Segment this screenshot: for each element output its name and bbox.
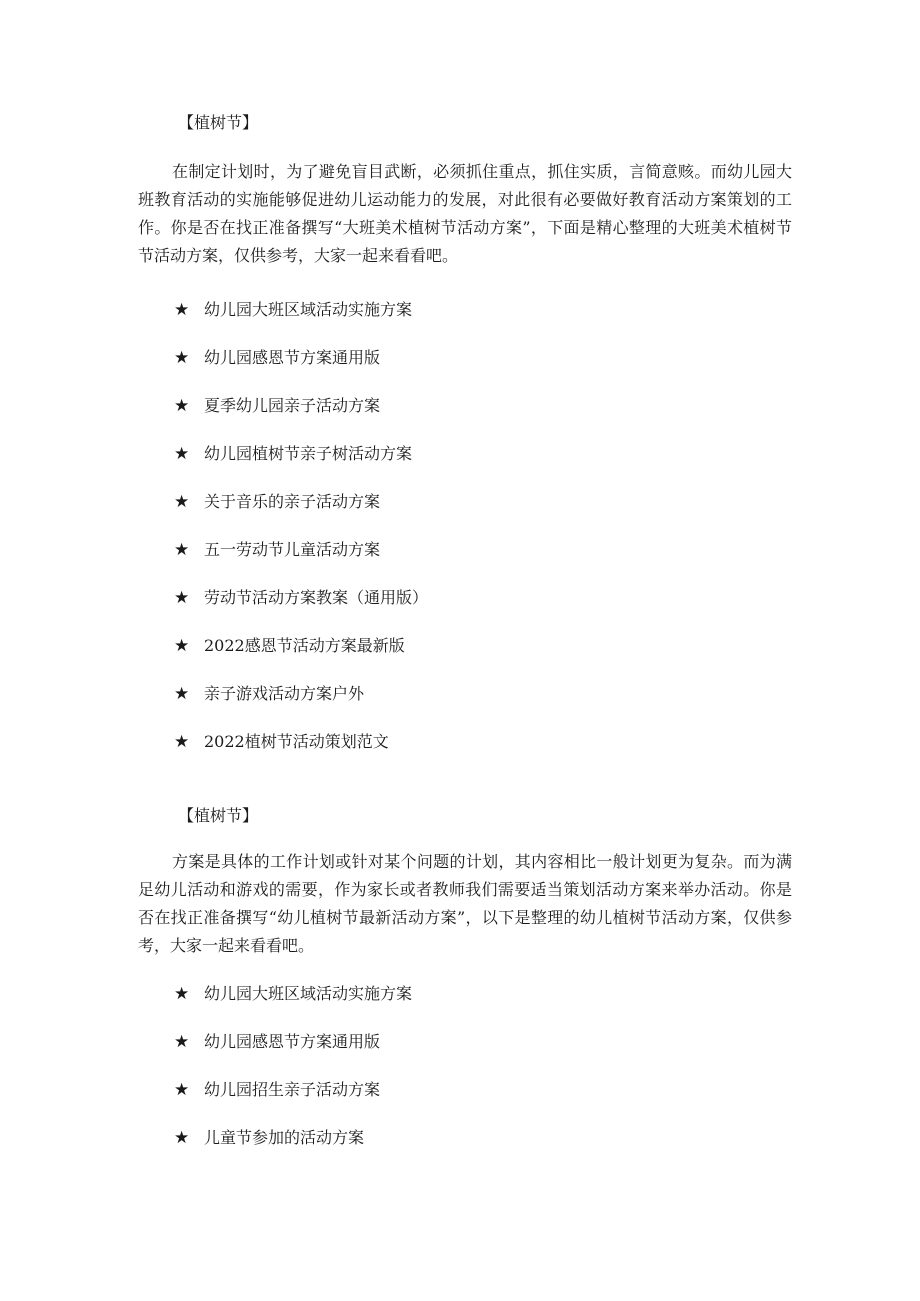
list-item-label: 儿童节参加的活动方案: [204, 1128, 365, 1147]
list-item-label: 幼儿园大班区域活动实施方案: [204, 300, 413, 319]
list-item[interactable]: [138, 586, 792, 610]
section-heading: 【植树节】: [178, 806, 259, 825]
list-item-label: 亲子游戏活动方案户外: [204, 684, 365, 703]
list-item[interactable]: [138, 538, 792, 562]
star-icon: ★: [174, 732, 190, 752]
section-heading: 【植树节】: [178, 113, 259, 132]
section-2: [138, 804, 792, 1174]
list-item[interactable]: [138, 298, 792, 322]
star-icon: ★: [174, 300, 190, 320]
star-icon: ★: [174, 540, 190, 560]
star-icon: ★: [174, 396, 190, 416]
list-item-label: 关于音乐的亲子活动方案: [204, 492, 381, 511]
list-item-label: 五一劳动节儿童活动方案: [204, 540, 381, 559]
list-item[interactable]: [138, 682, 792, 706]
star-icon: ★: [174, 492, 190, 512]
list-item-label: 幼儿园感恩节方案通用版: [204, 348, 381, 367]
list-item[interactable]: [138, 394, 792, 418]
section-paragraph: 方案是具体的工作计划或针对某个问题的计划，其内容相比一般计划更为复杂。而为满足幼儿活动和游戏的需要，作为家长或者教师我们需要适当策划活动方案来举办活动。你是否在找正准备撰写“幼儿植树节最新活动方案”，以下是整理的幼儿植树节活动方案，仅供参考，大家一起来看看吧。: [138, 852, 792, 955]
star-icon: ★: [174, 588, 190, 608]
list-item-label: 夏季幼儿园亲子活动方案: [204, 396, 381, 415]
list-item-label: 2022植树节活动策划范文: [204, 732, 389, 751]
list-item[interactable]: [138, 346, 792, 370]
star-icon: ★: [174, 444, 190, 464]
list-item[interactable]: [138, 982, 792, 1006]
related-links-list: [138, 298, 792, 754]
list-item[interactable]: [138, 730, 792, 754]
list-item[interactable]: [138, 490, 792, 514]
list-item-label: 幼儿园感恩节方案通用版: [204, 1032, 381, 1051]
star-icon: ★: [174, 1032, 190, 1052]
list-item[interactable]: [138, 442, 792, 466]
star-icon: ★: [174, 348, 190, 368]
section-paragraph: 在制定计划时，为了避免盲目武断，必须抓住重点，抓住实质，言简意赅。而幼儿园大班教育活动的实施能够促进幼儿运动能力的发展，对此很有必要做好教育活动方案策划的工作。你是否在找正准备撰写“大班美术植树节活动方案”，下面是精心整理的大班美术植树节节活动方案，仅供参考，大家一起来看看吧。: [138, 162, 792, 265]
list-item-label: 劳动节活动方案教案（通用版）: [204, 588, 429, 607]
star-icon: ★: [174, 984, 190, 1004]
star-icon: ★: [174, 636, 190, 656]
list-item-label: 幼儿园大班区域活动实施方案: [204, 984, 413, 1003]
related-links-list: [138, 982, 792, 1150]
list-item-label: 2022感恩节活动方案最新版: [204, 636, 405, 655]
section-1: [138, 111, 792, 778]
list-item-label: 幼儿园招生亲子活动方案: [204, 1080, 381, 1099]
list-item[interactable]: [138, 634, 792, 658]
list-item-label: 幼儿园植树节亲子树活动方案: [204, 444, 413, 463]
star-icon: ★: [174, 684, 190, 704]
star-icon: ★: [174, 1080, 190, 1100]
list-item[interactable]: [138, 1030, 792, 1054]
list-item[interactable]: [138, 1126, 792, 1150]
star-icon: ★: [174, 1128, 190, 1148]
list-item[interactable]: [138, 1078, 792, 1102]
